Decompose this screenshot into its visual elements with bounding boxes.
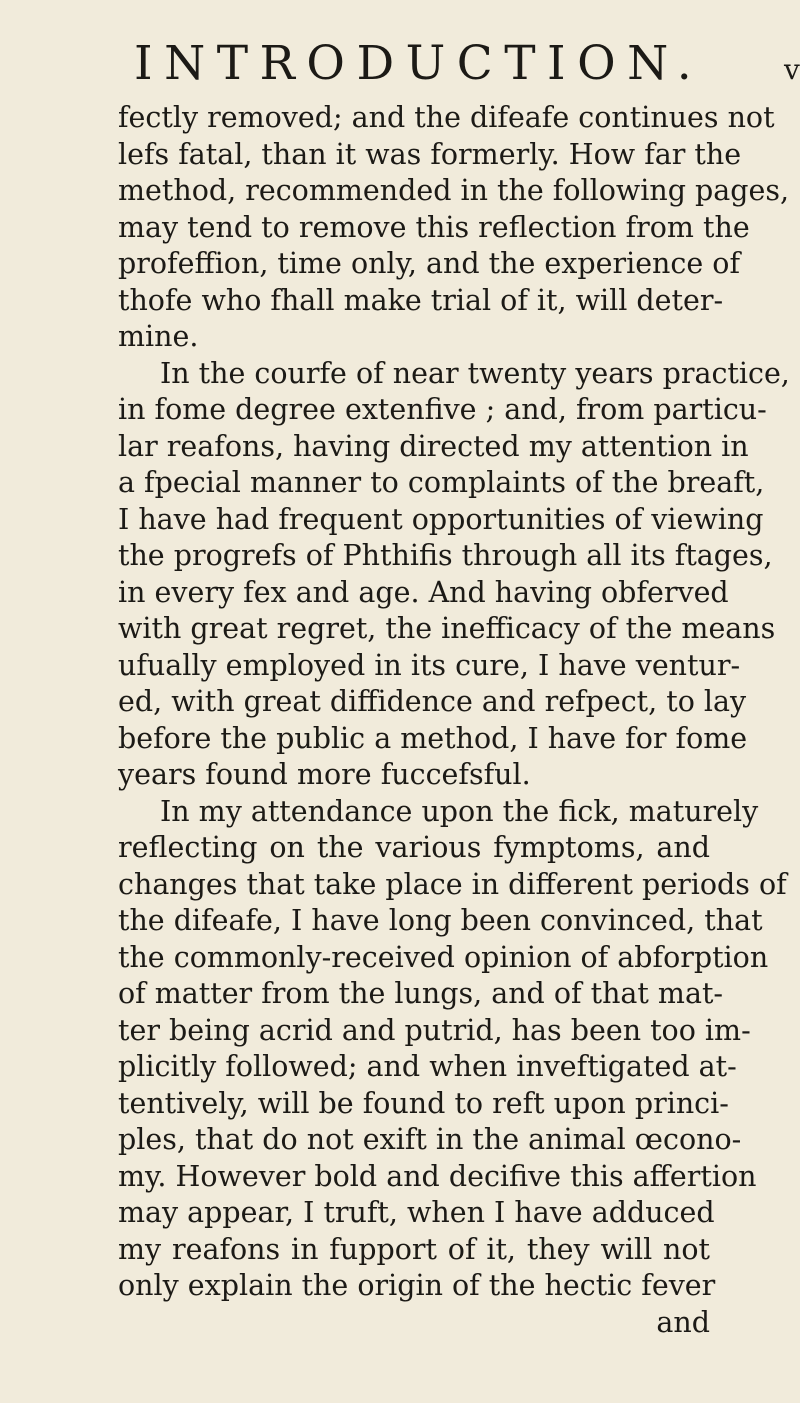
text-line: I have had frequent opportunities of viewing — [118, 502, 764, 536]
running-title: INTRODUCTION. — [134, 36, 704, 91]
text-line: the difeafe, I have long been convinced, that — [118, 904, 763, 937]
text-line: ed, with great diffidence and refpect, to lay — [118, 685, 747, 718]
paragraph-start-line: In the courfe of near twenty years practice, — [160, 356, 790, 390]
text-line: the commonly-received opinion of abforption — [118, 940, 769, 974]
body-text — [118, 100, 790, 1341]
text-line: fectly removed; and the difeafe continues not — [118, 101, 775, 134]
text-line: profeffion, time only, and the experience of — [118, 247, 741, 280]
text-line: in fome degree extenfive ; and, from particu- — [118, 393, 767, 426]
text-line: years found more fuccefsful. — [118, 758, 531, 791]
text-line: ter being acrid and putrid, has been too im- — [118, 1013, 751, 1047]
text-line: plicitly followed; and when inveftigated at- — [118, 1050, 737, 1083]
text-line: method, recommended in the following pages, — [118, 174, 790, 207]
text-line: in every fex and age. And having obferved — [118, 575, 729, 609]
running-head — [134, 36, 800, 91]
text-line: changes that take place in different periods of — [118, 867, 787, 901]
text-line: ples, that do not exift in the animal œcono- — [118, 1123, 742, 1156]
text-line: with great regret, the inefficacy of the means — [118, 612, 776, 645]
text-line: my. However bold and decifive this affertion — [118, 1159, 757, 1193]
text-line: thofe who fhall make trial of it, will deter- — [118, 283, 724, 317]
page-number: v — [784, 53, 800, 86]
text-line: reflecting on the various fymptoms, and — [118, 831, 710, 864]
text-line: lefs fatal, than it was formerly. How far the — [118, 137, 742, 171]
text-line: may appear, I truft, when I have adduced — [118, 1196, 715, 1229]
text-line: of matter from the lungs, and of that mat- — [118, 977, 724, 1010]
text-line: ufually employed in its cure, I have ventur- — [118, 648, 741, 682]
catchword: and — [656, 1305, 710, 1339]
text-line: my reafons in fupport of it, they will not — [118, 1232, 710, 1266]
text-line: the progrefs of Phthifis through all its ftages, — [118, 539, 773, 572]
text-line: a fpecial manner to complaints of the breaft, — [118, 466, 765, 499]
paragraph-start-line: In my attendance upon the fick, maturely — [160, 794, 759, 828]
text-line: before the public a method, I have for fome — [118, 721, 748, 755]
text-line: lar reafons, having directed my attention in — [118, 429, 749, 463]
text-line: mine. — [118, 320, 199, 353]
text-line: only explain the origin of the hectic fever — [118, 1269, 716, 1302]
text-line: tentively, will be found to reft upon princi- — [118, 1086, 729, 1120]
text-line: may tend to remove this reflection from the — [118, 210, 750, 244]
